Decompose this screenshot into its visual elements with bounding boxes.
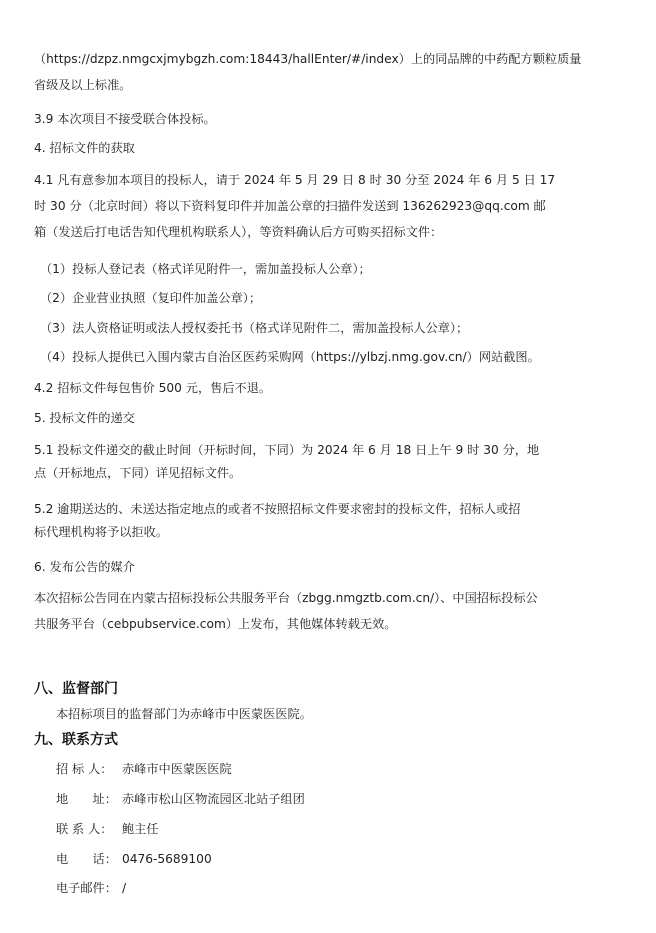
section-heading: 八、监督部门: [34, 681, 118, 697]
contact-value: 赤峰市中医蒙医医院: [122, 762, 232, 776]
paragraph-line: 5.2 逾期送达的、未送达指定地点的或者不按照招标文件要求密封的投标文件，招标人或招: [34, 502, 521, 516]
paragraph-line: 4.2 招标文件每包售价 500 元，售后不退。: [34, 381, 272, 395]
contact-label: 地 址：: [56, 792, 117, 806]
section-subheading: 6. 发布公告的媒介: [34, 560, 135, 574]
contact-value: 0476-5689100: [122, 852, 212, 866]
contact-row: [56, 821, 159, 837]
paragraph-line: 箱（发送后打电话告知代理机构联系人），等资料确认后方可购买招标文件：: [34, 225, 443, 239]
contact-label: 招 标 人：: [56, 762, 113, 776]
section-subheading: 4. 招标文件的获取: [34, 141, 135, 155]
list-item: （2）企业营业执照（复印件加盖公章）；: [40, 291, 262, 305]
contact-value: 鲍主任: [122, 822, 159, 836]
paragraph-line: 时 30 分（北京时间）将以下资料复印件并加盖公章的扫描件发送到 136262923@qq.com 邮: [34, 199, 546, 213]
paragraph-line: 共服务平台（cebpubservice.com）上发布，其他媒体转载无效。: [34, 617, 397, 631]
paragraph-line: 本招标项目的监督部门为赤峰市中医蒙医医院。: [56, 707, 312, 721]
contact-label: 电子邮件：: [56, 881, 117, 895]
paragraph-line: 3.9 本次项目不接受联合体投标。: [34, 112, 216, 126]
contact-row: [56, 791, 305, 807]
paragraph-line: 点（开标地点，下同）详见招标文件。: [34, 466, 242, 480]
paragraph-line: （https://dzpz.nmgcxjmybgzh.com:18443/hallEnter/#/index）上的同品牌的中药配方颗粒质量: [34, 52, 582, 66]
list-item: （1）投标人登记表（格式详见附件一，需加盖投标人公章）；: [40, 262, 371, 276]
contact-label: 电 话：: [56, 852, 117, 866]
section-heading: 九、联系方式: [34, 732, 118, 748]
paragraph-line: 标代理机构将予以拒收。: [34, 525, 169, 539]
section-subheading: 5. 投标文件的递交: [34, 411, 135, 425]
paragraph-line: 5.1 投标文件递交的截止时间（开标时间，下同）为 2024 年 6 月 18 日上午 9 时 30 分，地: [34, 443, 540, 457]
contact-row: [56, 880, 126, 896]
list-item: （3）法人资格证明或法人授权委托书（格式详见附件二，需加盖投标人公章）；: [40, 321, 469, 335]
paragraph-line: 本次招标公告同在内蒙古招标投标公共服务平台（zbgg.nmgztb.com.cn/）、中国招标投标公: [34, 591, 538, 605]
paragraph-line: 4.1 凡有意参加本项目的投标人，请于 2024 年 5 月 29 日 8 时 30 分至 2024 年 6 月 5 日 17: [34, 173, 556, 187]
contact-row: [56, 851, 212, 867]
contact-value: /: [122, 881, 127, 895]
contact-value: 赤峰市松山区物流园区北站子组团: [122, 792, 305, 806]
paragraph-line: 省级及以上标准。: [34, 78, 132, 92]
contact-row: [56, 761, 232, 777]
list-item: （4）投标人提供已入围内蒙古自治区医药采购网（https://ylbzj.nmg.gov.cn/）网站截图。: [40, 350, 540, 364]
contact-label: 联 系 人：: [56, 822, 113, 836]
